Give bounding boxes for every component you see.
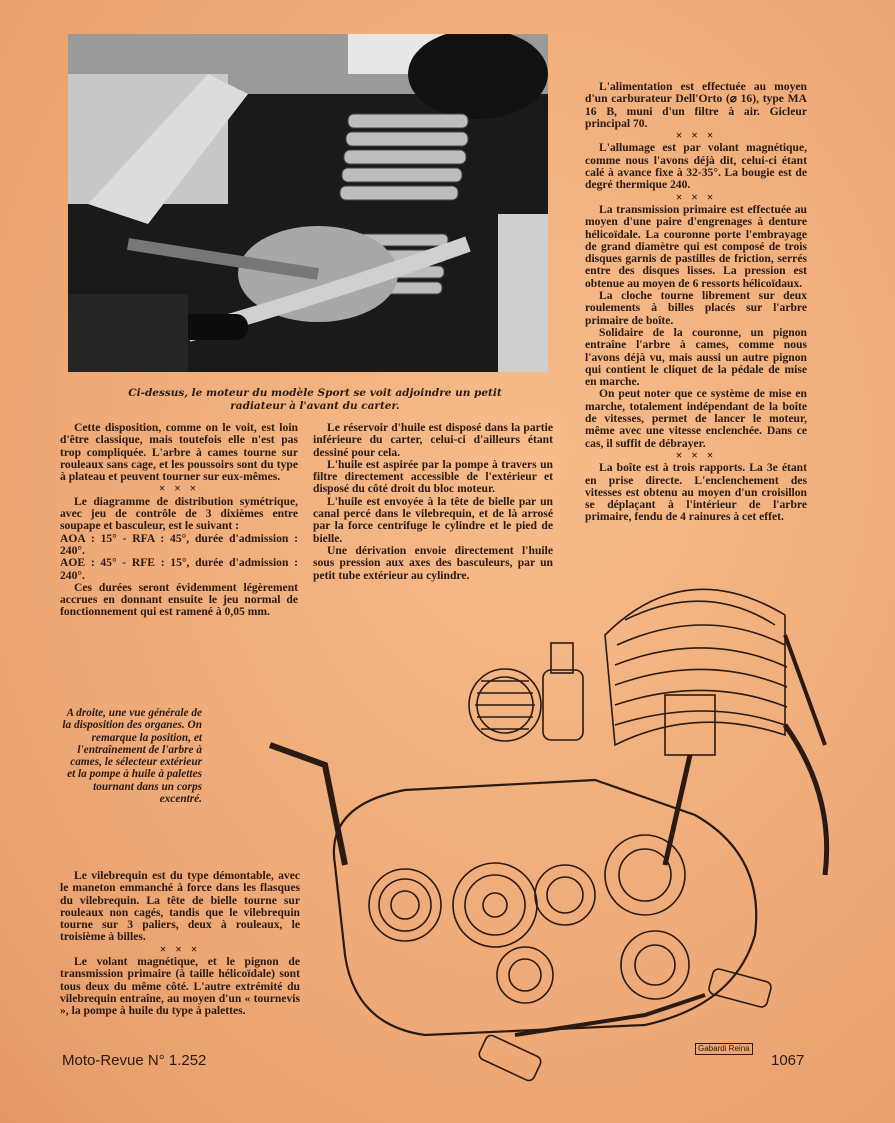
separator: × × ×: [675, 190, 717, 204]
paragraph-durees: Ces durées seront évidemment légèrement accrues en donnant ensuite le jeu normal de fonctionnement qui est ramené à 0,05 mm.: [60, 580, 298, 619]
separator: × × ×: [675, 129, 717, 143]
magazine-issue: Moto-Revue N° 1.252: [62, 1052, 207, 1069]
photo-caption: Ci-dessus, le moteur du modèle Sport se voit adjoindre un petit radiateur à l'avant du carter.: [128, 387, 502, 412]
paragraph-derivation: Une dérivation envoie directement l'huile sous pression aux axes des basculeurs, par un petit tube extérieur au cylindre.: [313, 543, 553, 582]
engine-photo-illustration: [68, 34, 548, 372]
paragraph-vilebrequin: Le vilebrequin est du type démontable, avec le maneton emmanché à force dans les flasques du vilebrequin. La tête de bielle tourne sur rouleaux non cagés, tandis que le vilebrequin tourne sur 3 paliers, deux à rouleaux, le troisième à billes.: [60, 869, 300, 944]
paragraph-volant: Le volant magnétique, et le pignon de transmission primaire (à taille hélicoïdale) sont tous deux du même côté. L'autre extrémité du vilebrequin entraîne, au moyen d'un « tournevis », la pompe à huile du type à palettes.: [60, 955, 300, 1018]
separator: × × ×: [159, 942, 201, 956]
text-column-right: [585, 81, 807, 524]
paragraph-diagramme: Le diagramme de distribution symétrique, avec jeu de contrôle de 3 dixièmes entre soupape et basculeur, est le suivant :: [60, 494, 298, 533]
paragraph-allumage: L'allumage est par volant magnétique, comme nous l'avons déjà dit, celui-ci étant calé à avance fixe à 32-35°. La bougie est de degré thermique 240.: [585, 141, 807, 192]
engine-photo: [68, 34, 548, 372]
separator: × × ×: [675, 448, 717, 462]
paragraph-aoe: AOE : 45° - RFE : 15°, durée d'admission : 240°.: [60, 556, 298, 582]
paragraph-pignon: Solidaire de la couronne, un pignon entraîne l'arbre à cames, comme nous l'avons déjà vu, mais aussi un autre pignon qui contient le cliquet de la pédale de mise en marche.: [585, 325, 807, 389]
paragraph-cloche: La cloche tourne librement sur deux roulements à billes placés sur l'arbre primaire de boîte.: [585, 289, 807, 327]
paragraph-disposition: Cette disposition, comme on le voit, est loin d'être classique, mais toutefois elle n'est pas trop compliquée. L'arbre à cames tourne sur rouleaux sans cage, et les poussoirs sont du type à plateau et peuvent tourner sur eux-mêmes.: [60, 421, 298, 484]
drawing-signature: Gabardi Reina: [695, 1043, 753, 1055]
paragraph-mise-en-marche: On peut noter que ce système de mise en marche, totalement indépendant de la boîte de vitesses, permet de lancer le moteur, même avec une vitesse enclenchée. Dans ce cas, il suffit de débrayer.: [585, 387, 807, 450]
paragraph-aoa: AOA : 15° - RFA : 45°, durée d'admission : 240°.: [60, 531, 298, 557]
text-column-bottom: [60, 870, 300, 1018]
separator: × × ×: [158, 482, 200, 496]
paragraph-transmission: La transmission primaire est effectuée au moyen d'une paire d'engrenages à denture hélicoïdale. La couronne porte l'embrayage de grand diamètre qui est composé de trois disques garnis de pastilles de friction, serrés entre des disques lisses. La pression est obtenue au moyen de 6 ressorts hélicoïdaux.: [585, 202, 807, 290]
paragraph-reservoir: Le réservoir d'huile est disposé dans la partie inférieure du carter, celui-ci d'ailleurs étant dessiné pour cela.: [313, 421, 553, 459]
paragraph-alimentation: L'alimentation est effectuée au moyen d'un carburateur Dell'Orto (⌀ 16), type MA 16 B, muni d'un filtre à air. Gicleur principal 70.: [585, 80, 807, 130]
text-column-left: [60, 422, 298, 619]
drawing-caption: A droite, une vue générale de la disposition des organes. On remarque la position, et l'entraînement de l'arbre à cames, le sélecteur extérieur et la pompe à huile à palettes tournant dans un corps excentré.: [62, 707, 202, 806]
paragraph-huile-aspiree: L'huile est aspirée par la pompe à travers un filtre directement accessible de l'extérieur et disposé du côté droit du bloc moteur.: [313, 457, 553, 496]
paragraph-boite: La boîte est à trois rapports. La 3e étant en prise directe. L'enclenchement des vitesses est obtenu au moyen d'un croisillon se déplaçant à l'intérieur de l'arbre primaire, fendu de 4 rainures à cet effet.: [585, 461, 807, 524]
text-column-middle: [313, 422, 553, 582]
page-number: 1067: [771, 1052, 805, 1069]
engine-cutaway-drawing: [265, 575, 845, 1095]
paragraph-huile-envoyee: L'huile est envoyée à la tête de bielle par un canal percé dans le vilebrequin, et de là arrosé par la force centrifuge le cylindre et le pied de bielle.: [313, 494, 553, 545]
engine-drawing-illustration: [265, 575, 845, 1095]
